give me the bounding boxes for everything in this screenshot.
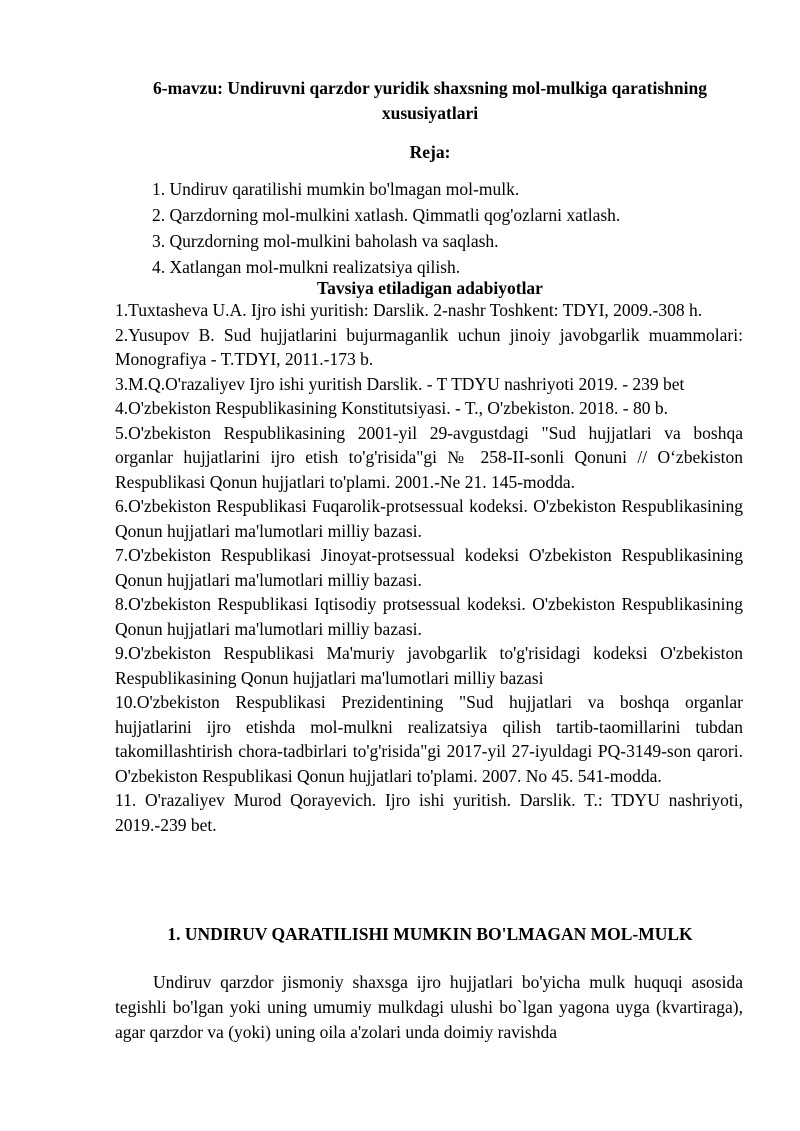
plan-heading: Reja: (409, 142, 451, 162)
reference-item: 9.O'zbekiston Respublikasi Ma'muriy javobgarlik to'g'risidagi kodeksi O'zbekiston Respublikasining Qonun hujjatlari ma'lumotlari milliy bazasi (115, 643, 743, 688)
plan-item: 2. Qarzdorning mol-mulkini xatlash. Qimmatli qog'ozlarni xatlash. (152, 205, 621, 225)
reference-item: 10.O'zbekiston Respublikasi Prezidentining "Sud hujjatlari va boshqa organlar hujjatlarini ijro etishda mol-mulkni realizatsiya qilish tartib-taomillarini tubdan takomillashtirish chora-tadbirlari to'g'risida"gi 2017-yil 27-iyuldagi PQ-3149-son qarori. O'zbekiston Respublikasi Qonun hujjatlari to'plami. 2007. No 45. 541-modda. (115, 692, 743, 786)
body-paragraph: Undiruv qarzdor jismoniy shaxsga ijro hujjatlari bo'yicha mulk huquqi asosida tegishli bo'lgan yoki uning umumiy mulkdagi ulushi bo`lgan yagona uyga (kvartiraga), agar qarzdor va (yoki) uning oila a'zolari unda doimiy ravishda (115, 972, 743, 1042)
topic-title: 6-mavzu: Undiruvni qarzdor yuridik shaxsning mol-mulkiga qaratishning xususiyatlari (153, 78, 707, 123)
reference-item: 11. O'razaliyev Murod Qorayevich. Ijro ishi yuritish. Darslik. T.: TDYU nashriyoti, 2019.-239 bet. (115, 790, 743, 835)
reference-item: 5.O'zbekiston Respublikasining 2001-yil 29-avgustdagi "Sud hujjatlari va boshqa organlar hujjatlarini ijro etish to'g'risida"gi № 258-II-sonli Qonuni // O‘zbekiston Respublikasi Qonun hujjatlari to'plami. 2001.-Ne 21. 145-modda. (115, 422, 743, 492)
plan-list (152, 176, 620, 280)
reference-item: 4.O'zbekiston Respublikasining Konstitutsiyasi. - T., O'zbekiston. 2018. - 80 b. (115, 398, 668, 418)
reference-item: 6.O'zbekiston Respublikasi Fuqarolik-protsessual kodeksi. O'zbekiston Respublikasining Qonun hujjatlari ma'lumotlari milliy bazasi. (115, 496, 743, 541)
reference-item: 3.M.Q.O'razaliyev Ijro ishi yuritish Darslik. - T TDYU nashriyoti 2019. - 239 bet (115, 373, 685, 394)
plan-item: 3. Qurzdorning mol-mulkini baholash va saqlash. (152, 231, 499, 251)
reference-item: 2.Yusupov B. Sud hujjatlarini bujurmaganlik uchun jinoiy javobgarlik muammolari: Monografiya - T.TDYI, 2011.-173 b. (115, 324, 743, 369)
reference-item: 7.O'zbekiston Respublikasi Jinoyat-protsessual kodeksi O'zbekiston Respublikasining Qonun hujjatlari ma'lumotlari milliy bazasi. (115, 545, 743, 590)
reference-list (115, 298, 743, 837)
reference-item: 1.Tuxtasheva U.A. Ijro ishi yuritish: Darslik. 2-nashr Toshkent: TDYI, 2009.-308 h. (115, 300, 703, 320)
literature-heading: Tavsiya etiladigan adabiyotlar (317, 278, 543, 298)
reference-item: 8.O'zbekiston Respublikasi Iqtisodiy protsessual kodeksi. O'zbekiston Respublikasining Qonun hujjatlari ma'lumotlari milliy bazasi. (115, 594, 743, 639)
plan-item: 1. Undiruv qaratilishi mumkin bo'lmagan mol-mulk. (152, 179, 520, 199)
plan-item: 4. Xatlangan mol-mulkni realizatsiya qilish. (152, 257, 461, 277)
section-heading: 1. UNDIRUV QARATILISHI MUMKIN BO'LMAGAN MOL-MULK (167, 924, 693, 944)
